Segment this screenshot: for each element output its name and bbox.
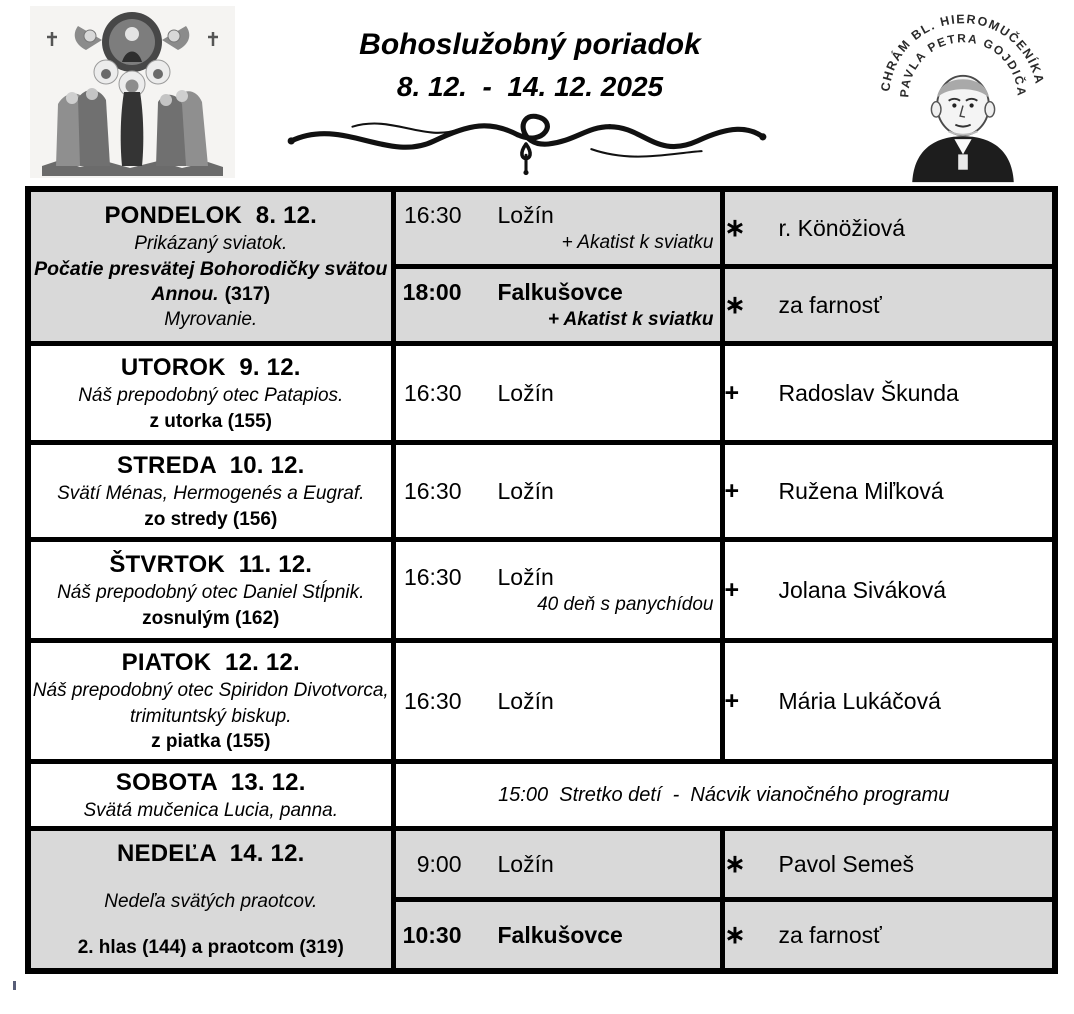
scan-artifact bbox=[13, 981, 16, 990]
intention-symbol: + bbox=[724, 686, 740, 715]
service-cell bbox=[393, 344, 722, 443]
service-time: 16:30 bbox=[403, 202, 462, 228]
intention-cell bbox=[722, 344, 1055, 443]
service-cell bbox=[393, 267, 722, 344]
intention-name: Pavol Semeš bbox=[778, 851, 915, 877]
day-title: PONDELOK 8. 12. bbox=[104, 201, 318, 229]
service-time: 10:30 bbox=[402, 921, 462, 948]
feast-ref: zo stredy (156) bbox=[144, 508, 278, 530]
feast-ref: z utorka (155) bbox=[149, 410, 272, 432]
feast-line: Prikázaný sviatok. bbox=[134, 233, 288, 255]
intention-name: Ružena Miľková bbox=[778, 477, 944, 504]
service-time: 16:30 bbox=[403, 477, 462, 504]
stamp-arc-inner-text: PAVLA PETRA GOJDIČA bbox=[897, 31, 1029, 98]
service-time: 18:00 bbox=[402, 279, 462, 305]
day-title: SOBOTA 13. 12. bbox=[115, 768, 306, 796]
service-time: 16:30 bbox=[403, 687, 462, 714]
row-nedela bbox=[28, 829, 1055, 900]
service-cell bbox=[393, 829, 722, 900]
intention-name: Radoslav Škunda bbox=[778, 379, 959, 406]
feast-ref: 2. hlas (144) a praotcom (319) bbox=[77, 937, 344, 959]
intention-cell bbox=[722, 443, 1055, 540]
service-place: Ložín bbox=[497, 687, 554, 714]
feast-ref: zosnulým (162) bbox=[142, 607, 280, 629]
row-piatok bbox=[28, 641, 1055, 762]
day-title: PIATOK 12. 12. bbox=[121, 648, 300, 676]
service-cell bbox=[393, 641, 722, 762]
service-cell bbox=[393, 540, 722, 641]
service-place: Ložín bbox=[497, 202, 554, 228]
feast-line-bold bbox=[31, 257, 391, 308]
day-cell-stvrtok bbox=[28, 540, 393, 641]
intention-cell bbox=[722, 540, 1055, 641]
day-title: STREDA 10. 12. bbox=[116, 451, 305, 479]
day-cell-sobota bbox=[28, 762, 393, 829]
service-cell bbox=[393, 443, 722, 540]
service-place: Falkušovce bbox=[497, 921, 623, 948]
document-title bbox=[290, 28, 770, 103]
calligraphic-swirl bbox=[281, 110, 771, 176]
feast-ref: (317) bbox=[224, 283, 271, 306]
intention-symbol: + bbox=[724, 378, 740, 407]
service-place: Ložín bbox=[497, 379, 554, 406]
service-place: Ložín bbox=[497, 564, 554, 590]
feast-ref: z piatka (155) bbox=[151, 731, 271, 753]
feast-line: Náš prepodobný otec Daniel Stĺpnik. bbox=[57, 581, 365, 603]
intention-symbol: ∗ bbox=[724, 921, 746, 949]
row-utorok bbox=[28, 344, 1055, 443]
service-note: + Akatist k sviatku bbox=[561, 232, 714, 253]
flourish-divider bbox=[281, 110, 771, 181]
day-cell-nedela bbox=[28, 829, 393, 972]
row-pondelok bbox=[28, 189, 1055, 267]
intention-cell bbox=[722, 900, 1055, 972]
intention-cell bbox=[722, 641, 1055, 762]
schedule-table bbox=[25, 186, 1058, 974]
intention-symbol: ∗ bbox=[724, 291, 746, 319]
service-note: + Akatist k sviatku bbox=[547, 309, 714, 330]
day-title: UTOROK 9. 12. bbox=[120, 353, 301, 381]
feast-line: Svätí Ménas, Hermogenés a Eugraf. bbox=[57, 482, 365, 504]
stamp-arc-outer-text: CHRÁM BL. HIEROMUČENÍKA bbox=[878, 12, 1047, 93]
day-cell-piatok bbox=[28, 641, 393, 762]
service-place: Ložín bbox=[497, 850, 554, 877]
intention-name: za farnosť bbox=[778, 292, 882, 318]
day-cell-utorok bbox=[28, 344, 393, 443]
service-place: Falkušovce bbox=[497, 279, 623, 305]
service-time: 9:00 bbox=[416, 850, 462, 877]
service-time: 16:30 bbox=[403, 564, 462, 590]
feast-line: Náš prepodobný otec Spiridon Divotvorca, trimituntský biskup. bbox=[32, 680, 389, 727]
day-title: NEDEĽA 14. 12. bbox=[116, 840, 305, 868]
day-title: ŠTVRTOK 11. 12. bbox=[109, 550, 313, 578]
intention-symbol: + bbox=[724, 575, 740, 604]
intention-name: r. Könöžiová bbox=[778, 215, 906, 241]
feast-line: Svätá mučenica Lucia, panna. bbox=[83, 799, 339, 821]
saturday-event-cell: 15:00 Stretko detí - Nácvik vianočného programu bbox=[393, 762, 1055, 829]
row-stvrtok bbox=[28, 540, 1055, 641]
feast-icon-image bbox=[30, 6, 235, 183]
service-place: Ložín bbox=[497, 477, 554, 504]
feast-note: Myrovanie. bbox=[164, 309, 258, 331]
gojdic-portrait bbox=[912, 76, 1014, 182]
service-cell bbox=[393, 189, 722, 267]
day-cell-streda bbox=[28, 443, 393, 540]
day-cell-pondelok bbox=[28, 189, 393, 344]
service-note: 40 deň s panychídou bbox=[537, 594, 714, 615]
parish-stamp-graphic bbox=[872, 4, 1054, 186]
parish-stamp bbox=[872, 4, 1054, 191]
intention-symbol: ∗ bbox=[724, 214, 746, 242]
intention-name: Jolana Siváková bbox=[778, 576, 946, 603]
intention-name: Mária Lukáčová bbox=[778, 687, 941, 714]
service-cell bbox=[393, 900, 722, 972]
feast-text: Počatie presvätej Bohorodičky svätou Annou. bbox=[34, 257, 388, 306]
intention-cell bbox=[722, 829, 1055, 900]
intention-cell bbox=[722, 189, 1055, 267]
intention-name: za farnosť bbox=[778, 922, 882, 948]
row-sobota bbox=[28, 762, 1055, 829]
intention-cell bbox=[722, 267, 1055, 344]
feast-line: Nedeľa svätých praotcov. bbox=[104, 891, 318, 913]
page-header bbox=[0, 0, 1074, 186]
icon-of-conception-theotokos bbox=[30, 6, 235, 178]
intention-symbol: + bbox=[724, 476, 740, 505]
intention-symbol: ∗ bbox=[724, 850, 746, 878]
title-line1: Bohoslužobný poriadok bbox=[359, 28, 701, 61]
service-time: 16:30 bbox=[403, 379, 462, 406]
title-line2: 8. 12. - 14. 12. 2025 bbox=[396, 70, 664, 102]
row-streda bbox=[28, 443, 1055, 540]
feast-line: Náš prepodobný otec Patapios. bbox=[78, 384, 344, 406]
